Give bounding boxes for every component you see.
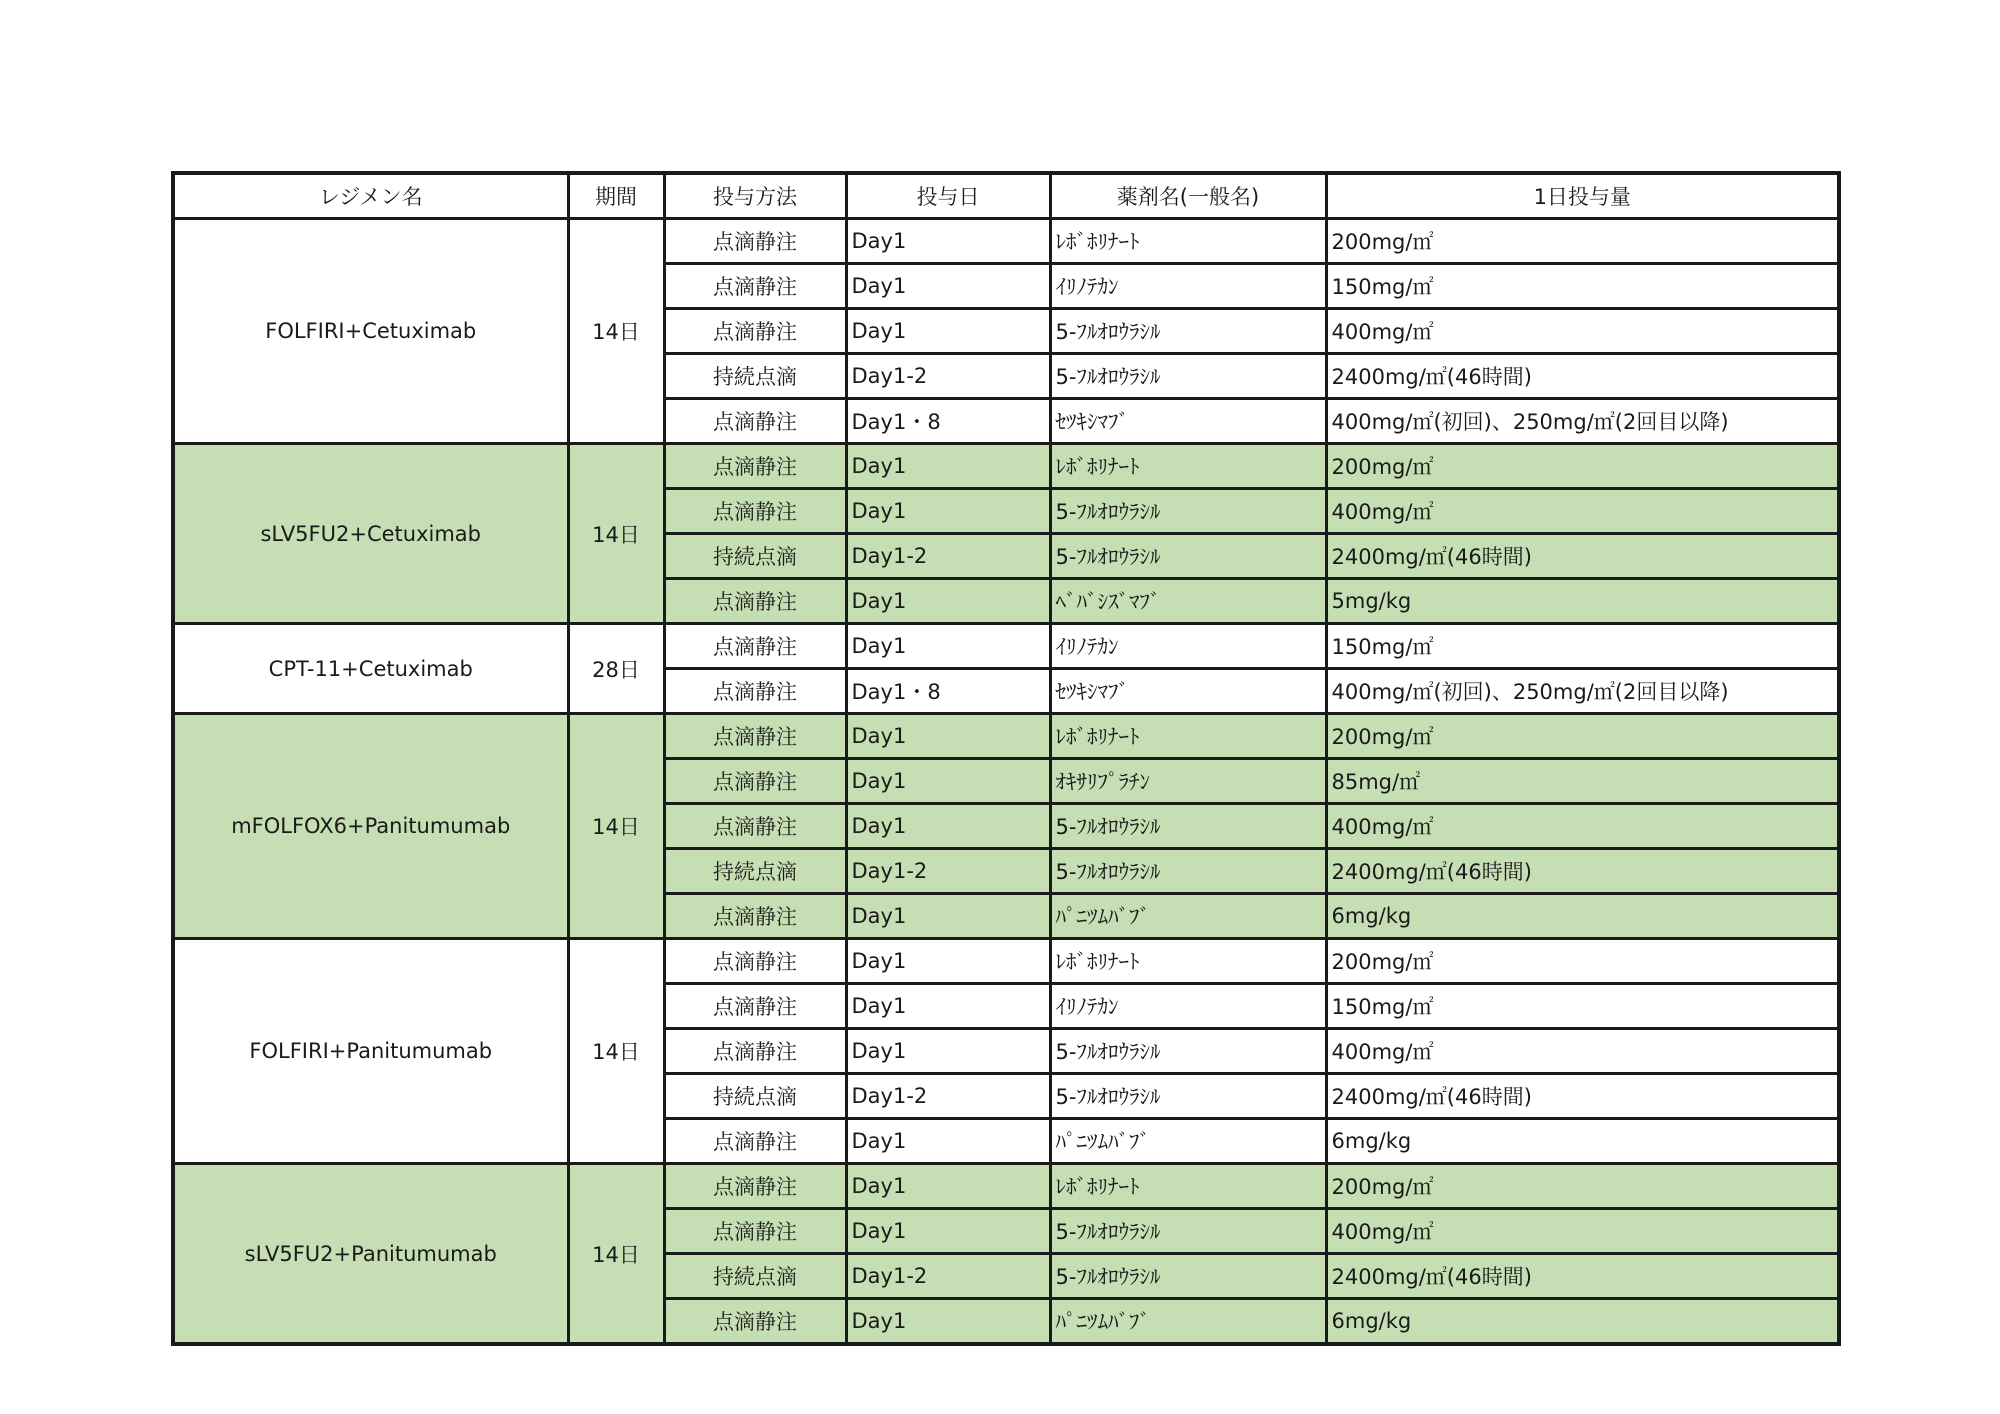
administration-day-cell: Day1 [846, 714, 1050, 759]
administration-method-cell: 点滴静注 [664, 1209, 846, 1254]
period-cell: 14日 [568, 219, 664, 444]
header-administration-method: 投与方法 [664, 173, 846, 219]
regimen-name-cell: sLV5FU2+Panitumumab [173, 1164, 568, 1345]
daily-dose-cell: 85mg/㎡ [1326, 759, 1839, 804]
drug-name-cell: 5-ﾌﾙｵﾛｳﾗｼﾙ [1050, 1029, 1326, 1074]
daily-dose-cell: 6mg/kg [1326, 1119, 1839, 1164]
daily-dose-cell: 400mg/㎡ [1326, 1209, 1839, 1254]
daily-dose-cell: 150mg/㎡ [1326, 624, 1839, 669]
drug-name-cell: ｲﾘﾉﾃｶﾝ [1050, 264, 1326, 309]
administration-method-cell: 点滴静注 [664, 579, 846, 624]
administration-day-cell: Day1・8 [846, 669, 1050, 714]
header-administration-day: 投与日 [846, 173, 1050, 219]
table-row [173, 219, 1839, 264]
administration-method-cell: 点滴静注 [664, 714, 846, 759]
administration-day-cell: Day1 [846, 804, 1050, 849]
administration-day-cell: Day1-2 [846, 354, 1050, 399]
period-cell: 28日 [568, 624, 664, 714]
drug-name-cell: ﾊﾟﾆﾂﾑﾊﾞﾌﾞ [1050, 894, 1326, 939]
drug-name-cell: 5-ﾌﾙｵﾛｳﾗｼﾙ [1050, 1209, 1326, 1254]
regimen-name-cell: mFOLFOX6+Panitumumab [173, 714, 568, 939]
daily-dose-cell: 150mg/㎡ [1326, 984, 1839, 1029]
header-row [173, 173, 1839, 219]
daily-dose-cell: 6mg/kg [1326, 894, 1839, 939]
drug-name-cell: 5-ﾌﾙｵﾛｳﾗｼﾙ [1050, 309, 1326, 354]
administration-day-cell: Day1 [846, 894, 1050, 939]
drug-name-cell: ﾚﾎﾞﾎﾘﾅｰﾄ [1050, 1164, 1326, 1209]
daily-dose-cell: 2400mg/㎡(46時間) [1326, 849, 1839, 894]
drug-name-cell: ﾊﾟﾆﾂﾑﾊﾞﾌﾞ [1050, 1119, 1326, 1164]
daily-dose-cell: 200mg/㎡ [1326, 219, 1839, 264]
administration-method-cell: 持続点滴 [664, 354, 846, 399]
administration-method-cell: 点滴静注 [664, 759, 846, 804]
table-row [173, 939, 1839, 984]
administration-day-cell: Day1 [846, 624, 1050, 669]
administration-method-cell: 点滴静注 [664, 444, 846, 489]
administration-method-cell: 点滴静注 [664, 804, 846, 849]
administration-method-cell: 点滴静注 [664, 1119, 846, 1164]
drug-name-cell: ﾍﾞﾊﾞｼｽﾞﾏﾌﾞ [1050, 579, 1326, 624]
drug-name-cell: 5-ﾌﾙｵﾛｳﾗｼﾙ [1050, 1254, 1326, 1299]
drug-name-cell: ｲﾘﾉﾃｶﾝ [1050, 984, 1326, 1029]
administration-method-cell: 点滴静注 [664, 669, 846, 714]
administration-day-cell: Day1 [846, 1164, 1050, 1209]
daily-dose-cell: 400mg/㎡(初回)、250mg/㎡(2回目以降) [1326, 669, 1839, 714]
drug-name-cell: ﾚﾎﾞﾎﾘﾅｰﾄ [1050, 219, 1326, 264]
regimen-name-cell: FOLFIRI+Panitumumab [173, 939, 568, 1164]
drug-name-cell: 5-ﾌﾙｵﾛｳﾗｼﾙ [1050, 534, 1326, 579]
administration-day-cell: Day1 [846, 444, 1050, 489]
regimen-group [173, 219, 1839, 444]
drug-name-cell: ｾﾂｷｼﾏﾌﾞ [1050, 669, 1326, 714]
administration-day-cell: Day1 [846, 264, 1050, 309]
drug-name-cell: ｵｷｻﾘﾌﾟﾗﾁﾝ [1050, 759, 1326, 804]
daily-dose-cell: 200mg/㎡ [1326, 444, 1839, 489]
header-regimen-name: レジメン名 [173, 173, 568, 219]
administration-day-cell: Day1 [846, 489, 1050, 534]
table-row [173, 624, 1839, 669]
administration-day-cell: Day1 [846, 1209, 1050, 1254]
daily-dose-cell: 2400mg/㎡(46時間) [1326, 354, 1839, 399]
administration-day-cell: Day1 [846, 579, 1050, 624]
daily-dose-cell: 400mg/㎡ [1326, 489, 1839, 534]
administration-method-cell: 点滴静注 [664, 939, 846, 984]
administration-day-cell: Day1-2 [846, 534, 1050, 579]
administration-day-cell: Day1 [846, 1029, 1050, 1074]
daily-dose-cell: 400mg/㎡(初回)、250mg/㎡(2回目以降) [1326, 399, 1839, 444]
drug-name-cell: ｲﾘﾉﾃｶﾝ [1050, 624, 1326, 669]
administration-method-cell: 点滴静注 [664, 399, 846, 444]
regimen-table [171, 171, 1841, 1346]
administration-day-cell: Day1-2 [846, 849, 1050, 894]
regimen-group [173, 624, 1839, 714]
daily-dose-cell: 400mg/㎡ [1326, 804, 1839, 849]
drug-name-cell: ﾚﾎﾞﾎﾘﾅｰﾄ [1050, 444, 1326, 489]
period-cell: 14日 [568, 444, 664, 624]
administration-day-cell: Day1 [846, 1119, 1050, 1164]
administration-method-cell: 持続点滴 [664, 1254, 846, 1299]
drug-name-cell: 5-ﾌﾙｵﾛｳﾗｼﾙ [1050, 489, 1326, 534]
administration-method-cell: 持続点滴 [664, 534, 846, 579]
daily-dose-cell: 400mg/㎡ [1326, 309, 1839, 354]
daily-dose-cell: 200mg/㎡ [1326, 1164, 1839, 1209]
administration-method-cell: 点滴静注 [664, 1164, 846, 1209]
administration-day-cell: Day1-2 [846, 1254, 1050, 1299]
regimen-name-cell: sLV5FU2+Cetuximab [173, 444, 568, 624]
drug-name-cell: 5-ﾌﾙｵﾛｳﾗｼﾙ [1050, 804, 1326, 849]
table-row [173, 444, 1839, 489]
table-row [173, 1164, 1839, 1209]
header-drug-name: 薬剤名(一般名) [1050, 173, 1326, 219]
administration-day-cell: Day1 [846, 939, 1050, 984]
daily-dose-cell: 200mg/㎡ [1326, 939, 1839, 984]
period-cell: 14日 [568, 939, 664, 1164]
administration-day-cell: Day1 [846, 219, 1050, 264]
administration-method-cell: 持続点滴 [664, 1074, 846, 1119]
period-cell: 14日 [568, 714, 664, 939]
daily-dose-cell: 6mg/kg [1326, 1299, 1839, 1345]
administration-day-cell: Day1 [846, 309, 1050, 354]
administration-method-cell: 点滴静注 [664, 894, 846, 939]
administration-day-cell: Day1 [846, 984, 1050, 1029]
administration-method-cell: 持続点滴 [664, 849, 846, 894]
administration-day-cell: Day1・8 [846, 399, 1050, 444]
administration-method-cell: 点滴静注 [664, 219, 846, 264]
regimen-group [173, 1164, 1839, 1345]
header-daily-dose: 1日投与量 [1326, 173, 1839, 219]
administration-method-cell: 点滴静注 [664, 309, 846, 354]
drug-name-cell: ﾚﾎﾞﾎﾘﾅｰﾄ [1050, 939, 1326, 984]
header-period: 期間 [568, 173, 664, 219]
administration-method-cell: 点滴静注 [664, 1029, 846, 1074]
administration-method-cell: 点滴静注 [664, 489, 846, 534]
table-row [173, 714, 1839, 759]
administration-method-cell: 点滴静注 [664, 1299, 846, 1345]
daily-dose-cell: 200mg/㎡ [1326, 714, 1839, 759]
administration-day-cell: Day1-2 [846, 1074, 1050, 1119]
regimen-group [173, 714, 1839, 939]
regimen-name-cell: CPT-11+Cetuximab [173, 624, 568, 714]
period-cell: 14日 [568, 1164, 664, 1345]
daily-dose-cell: 150mg/㎡ [1326, 264, 1839, 309]
administration-day-cell: Day1 [846, 1299, 1050, 1345]
drug-name-cell: 5-ﾌﾙｵﾛｳﾗｼﾙ [1050, 354, 1326, 399]
drug-name-cell: ｾﾂｷｼﾏﾌﾞ [1050, 399, 1326, 444]
daily-dose-cell: 2400mg/㎡(46時間) [1326, 1074, 1839, 1119]
drug-name-cell: ﾚﾎﾞﾎﾘﾅｰﾄ [1050, 714, 1326, 759]
regimen-group [173, 444, 1839, 624]
daily-dose-cell: 5mg/kg [1326, 579, 1839, 624]
drug-name-cell: 5-ﾌﾙｵﾛｳﾗｼﾙ [1050, 1074, 1326, 1119]
table-header [173, 173, 1839, 219]
regimen-group [173, 939, 1839, 1164]
daily-dose-cell: 400mg/㎡ [1326, 1029, 1839, 1074]
administration-method-cell: 点滴静注 [664, 624, 846, 669]
drug-name-cell: 5-ﾌﾙｵﾛｳﾗｼﾙ [1050, 849, 1326, 894]
regimen-name-cell: FOLFIRI+Cetuximab [173, 219, 568, 444]
daily-dose-cell: 2400mg/㎡(46時間) [1326, 534, 1839, 579]
daily-dose-cell: 2400mg/㎡(46時間) [1326, 1254, 1839, 1299]
drug-name-cell: ﾊﾟﾆﾂﾑﾊﾞﾌﾞ [1050, 1299, 1326, 1345]
administration-method-cell: 点滴静注 [664, 984, 846, 1029]
administration-method-cell: 点滴静注 [664, 264, 846, 309]
administration-day-cell: Day1 [846, 759, 1050, 804]
